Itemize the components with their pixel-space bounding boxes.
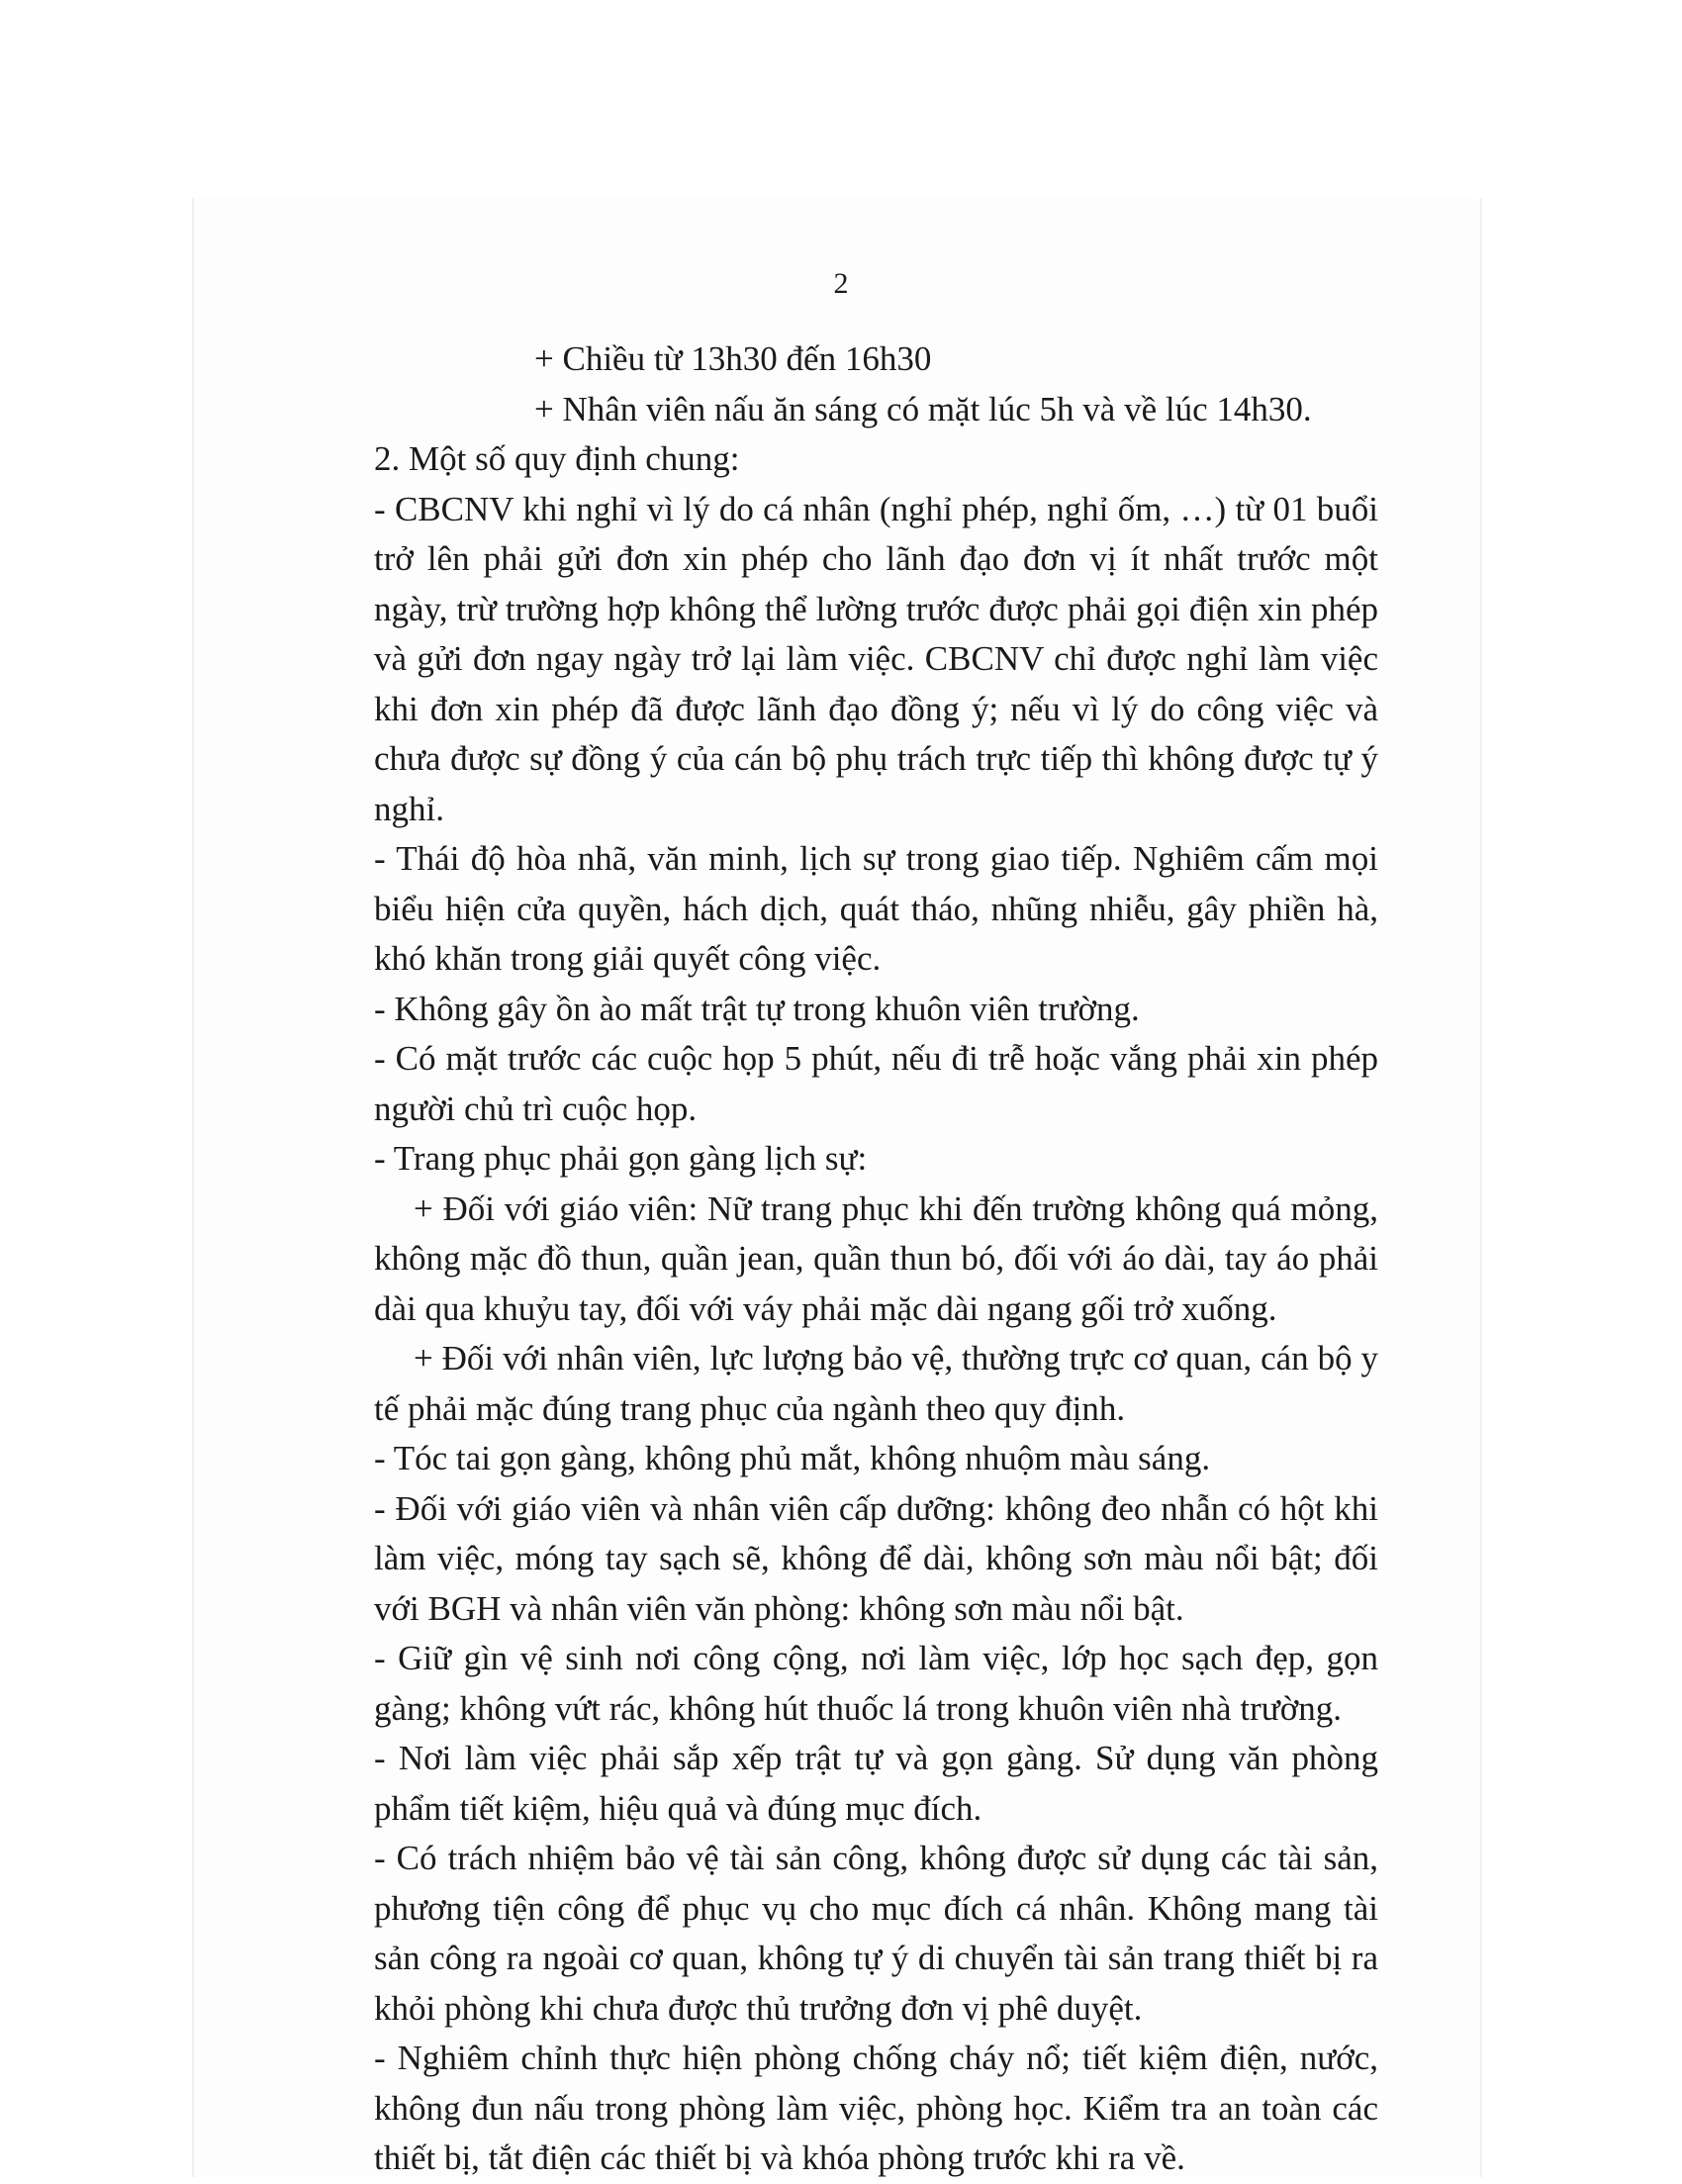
rule-leave: - CBCNV khi nghỉ vì lý do cá nhân (nghỉ phép, nghỉ ốm, …) từ 01 buổi trở lên phải gửi đơn xin phép cho lãnh đạo đơn vị ít nhất trước một ngày, trừ trường hợp không thể lường trước được phải gọi điện xin phép và gửi đơn ngay ngày trở lại làm việc. CBCNV chỉ được nghỉ làm việc khi đơn xin phép đã được lãnh đạo đồng ý; nếu vì lý do công việc và chưa được sự đồng ý của cán bộ phụ trách trực tiếp thì không được tự ý nghỉ. [374, 489, 1378, 828]
rule-public-assets: - Có trách nhiệm bảo vệ tài sản công, không được sử dụng các tài sản, phương tiện công để phục vụ cho mục đích cá nhân. Không mang tài sản công ra ngoài cơ quan, không tự ý di chuyển tài sản trang thiết bị ra khỏi phòng khi chưa được thủ trưởng đơn vị phê duyệt. [374, 1839, 1378, 2028]
rule-nails: - Đối với giáo viên và nhân viên cấp dưỡng: không đeo nhẫn có hột khi làm việc, móng tay sạch sẽ, không để dài, không sơn màu nổi bật; đối với BGH và nhân viên văn phòng: không sơn màu nổi bật. [374, 1488, 1378, 1628]
schedule-cook: + Nhân viên nấu ăn sáng có mặt lúc 5h và về lúc 14h30. [534, 389, 1312, 428]
rule-hygiene: - Giữ gìn vệ sinh nơi công cộng, nơi làm việc, lớp học sạch đẹp, gọn gàng; không vứt rác, không hút thuốc lá trong khuôn viên nhà trường. [374, 1639, 1378, 1728]
page-number: 2 [833, 267, 849, 300]
rule-attire: - Trang phục phải gọn gàng lịch sự: [374, 1139, 868, 1178]
rule-attire-staff: + Đối với nhân viên, lực lượng bảo vệ, thường trực cơ quan, cán bộ y tế phải mặc đúng trang phục của ngành theo quy định. [374, 1339, 1378, 1428]
rule-attire-teachers: + Đối với giáo viên: Nữ trang phục khi đến trường không quá mỏng, không mặc đồ thun, quần jean, quần thun bó, đối với áo dài, tay áo phải dài qua khuỷu tay, đối với váy phải mặc dài ngang gối trở xuống. [374, 1188, 1378, 1328]
schedule-afternoon: + Chiều từ 13h30 đến 16h30 [534, 339, 932, 378]
rule-hair: - Tóc tai gọn gàng, không phủ mắt, không nhuộm màu sáng. [374, 1439, 1211, 1477]
rule-noise: - Không gây ồn ào mất trật tự trong khuôn viên trường. [374, 989, 1140, 1028]
rule-fire-safety: - Nghiêm chỉnh thực hiện phòng chống cháy nổ; tiết kiệm điện, nước, không đun nấu trong phòng làm việc, phòng học. Kiểm tra an toàn các thiết bị, tắt điện các thiết bị và khóa phòng trước khi ra về. [374, 2039, 1378, 2177]
rule-attitude: - Thái độ hòa nhã, văn minh, lịch sự trong giao tiếp. Nghiêm cấm mọi biểu hiện cửa quyền, hách dịch, quát tháo, nhũng nhiễu, gây phiền hà, khó khăn trong giải quyết công việc. [374, 839, 1378, 978]
rule-workplace: - Nơi làm việc phải sắp xếp trật tự và gọn gàng. Sử dụng văn phòng phẩm tiết kiệm, hiệu quả và đúng mục đích. [374, 1739, 1378, 1828]
section-heading: 2. Một số quy định chung: [374, 439, 740, 478]
rule-meetings: - Có mặt trước các cuộc họp 5 phút, nếu đi trễ hoặc vắng phải xin phép người chủ trì cuộc họp. [374, 1039, 1378, 1128]
document-body [374, 334, 1378, 2184]
